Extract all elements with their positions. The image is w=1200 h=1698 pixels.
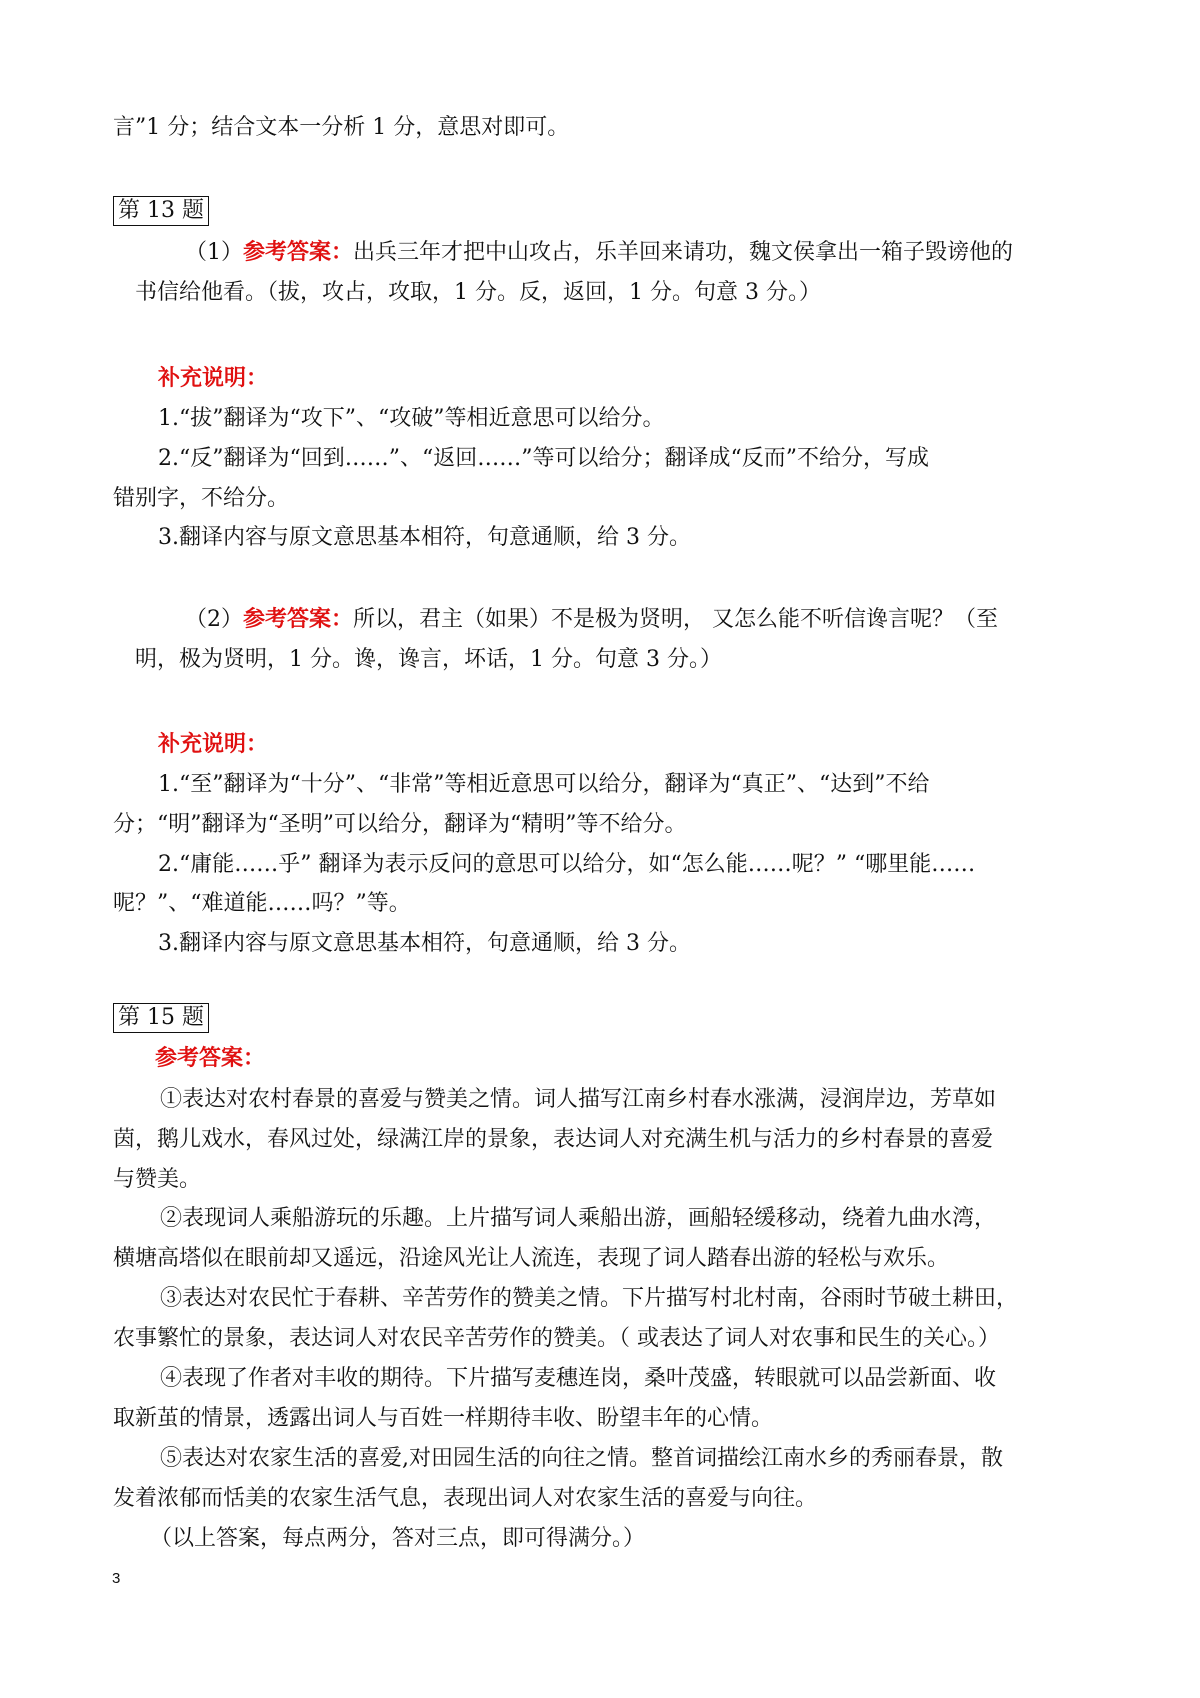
q13-note2-title: 补充说明：: [158, 732, 269, 757]
q15-line: ③表达对农民忙于春耕、辛苦劳作的赞美之情。下片描写村北村南，谷雨时节破土耕田，: [160, 1286, 1019, 1311]
q13-p2-line1: [185, 605, 998, 635]
q15-line: ⑤表达对农家生活的喜爱,对田园生活的向往之情。整首词描绘江南水乡的秀丽春景，散: [160, 1446, 1003, 1471]
q13-p2-answer-label: 参考答案：: [243, 607, 354, 632]
q15-line: 取新茧的情景，透露出词人与百姓一样期待丰收、盼望丰年的心情。: [113, 1406, 774, 1431]
intro-line: 言”1 分；结合文本一分析 1 分，意思对即可。: [113, 115, 570, 140]
q13-note1-l1: 1.“拔”翻译为“攻下”、“攻破”等相近意思可以给分。: [158, 406, 665, 431]
q13-p1-text1: 出兵三年才把中山攻占，乐羊回来请功，魏文侯拿出一箱子毁谤他的: [353, 240, 1014, 265]
q13-p1-line2: 书信给他看。（拔，攻占，攻取，1 分。反，返回，1 分。句意 3 分。）: [135, 280, 821, 305]
q13-note2-l5: 3.翻译内容与原文意思基本相符，句意通顺，给 3 分。: [158, 931, 691, 956]
q13-p1-answer-label: 参考答案：: [243, 240, 354, 265]
q13-p2-text1: 所以，君主（如果）不是极为贤明， 又怎么能不听信谗言呢？（至: [353, 607, 999, 632]
q13-note1-l4: 3.翻译内容与原文意思基本相符，句意通顺，给 3 分。: [158, 525, 691, 550]
q15-line: ④表现了作者对丰收的期待。下片描写麦穗连岗，桑叶茂盛，转眼就可以品尝新面、收: [160, 1366, 997, 1391]
q15-line: 农事繁忙的景象，表达词人对农民辛苦劳作的赞美。（ 或表达了词人对农事和民生的关心。）: [113, 1326, 1000, 1351]
q13-note1-title: 补充说明：: [158, 366, 269, 391]
q13-p2-line2: 明，极为贤明，1 分。谗，谗言，坏话，1 分。句意 3 分。）: [135, 647, 722, 672]
q13-title: 第 13 题: [113, 196, 209, 226]
q15-line: 发着浓郁而恬美的农家生活气息，表现出词人对农家生活的喜爱与向往。: [113, 1486, 818, 1511]
q13-p1-label: （1）: [185, 240, 243, 265]
q15-heading: [113, 1003, 209, 1033]
q15-line: 横塘高塔似在眼前却又遥远，沿途风光让人流连，表现了词人踏春出游的轻松与欢乐。: [113, 1246, 950, 1271]
q15-title: 第 15 题: [113, 1003, 209, 1033]
q13-p2-label: （2）: [185, 607, 243, 632]
q15-line: ①表达对农村春景的喜爱与赞美之情。词人描写江南乡村春水涨满，浸润岸边，芳草如: [160, 1087, 997, 1112]
q13-note2-l2: 分；“明”翻译为“圣明”可以给分，翻译为“精明”等不给分。: [113, 812, 687, 837]
q13-heading: [113, 196, 209, 226]
q15-answer-label: 参考答案：: [155, 1046, 266, 1071]
q15-line: （以上答案，每点两分，答对三点，即可得满分。）: [150, 1526, 646, 1551]
page-number: 3: [112, 1570, 121, 1587]
q13-note1-l2: 2.“反”翻译为“回到……”、“返回……”等可以给分；翻译成“反而”不给分，写成: [158, 446, 929, 471]
q13-note2-l4: 呢？”、“难道能……吗？”等。: [113, 891, 411, 916]
q15-line: 与赞美。: [113, 1167, 202, 1192]
q13-note2-l3: 2.“庸能……乎” 翻译为表示反问的意思可以给分，如“怎么能……呢？” “哪里能……: [158, 852, 976, 877]
q15-line: 茵，鹅儿戏水，春风过处，绿满江岸的景象，表达词人对充满生机与活力的乡村春景的喜爱: [113, 1127, 994, 1152]
q13-note2-l1: 1.“至”翻译为“十分”、“非常”等相近意思可以给分，翻译为“真正”、“达到”不给: [158, 772, 930, 797]
q13-p1-line1: [185, 238, 1013, 268]
q13-note1-l3: 错别字，不给分。: [113, 486, 290, 511]
q15-line: ②表现词人乘船游玩的乐趣。上片描写词人乘船出游，画船轻缓移动，绕着九曲水湾，: [160, 1206, 997, 1231]
